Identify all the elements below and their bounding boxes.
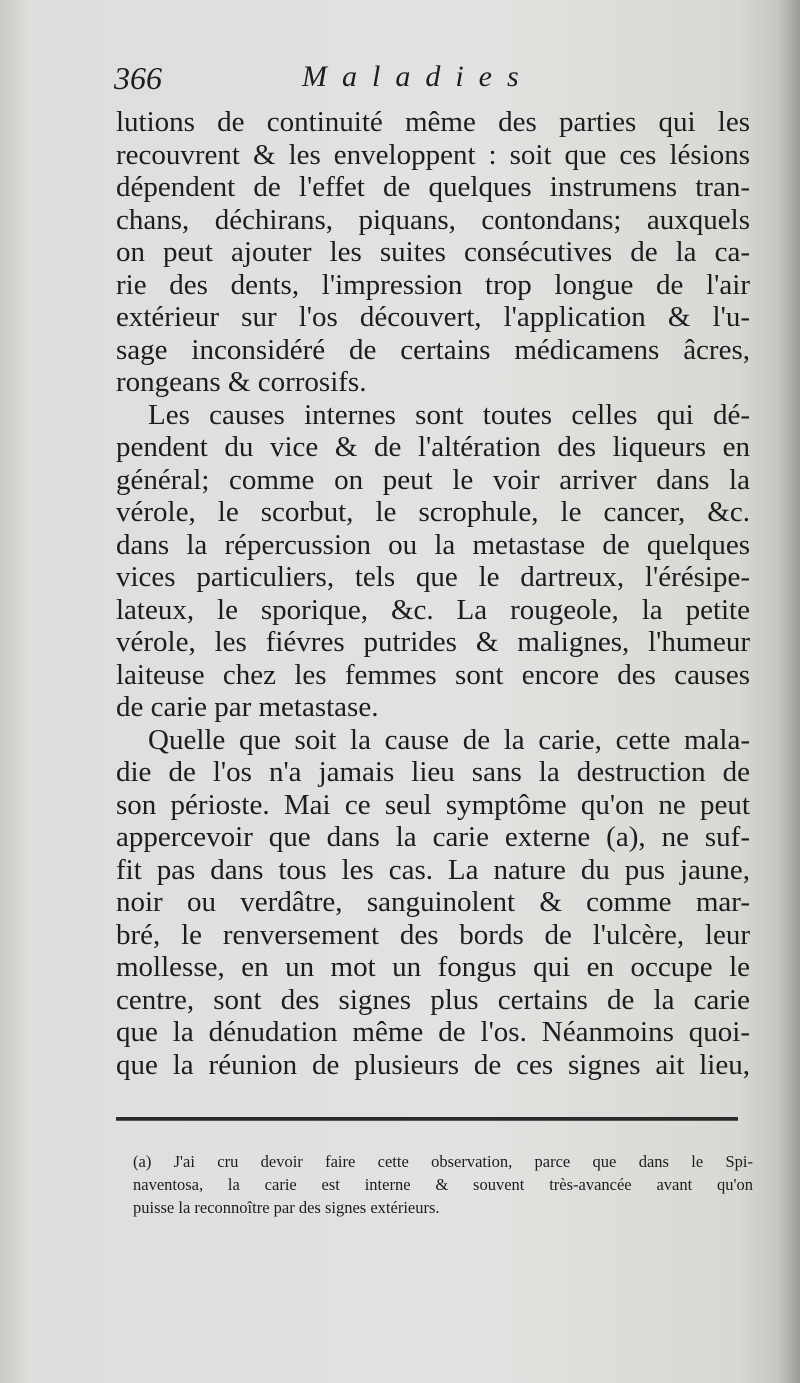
footnote-line: naventosa, la carie est interne & souvent très-avancée avant qu'on [133,1175,753,1194]
text-line: pendent du vice & de l'altération des liqueurs en [116,431,750,463]
body-text [116,106,750,1081]
text-line: vérole, le scorbut, le scrophule, le cancer, &c. [116,496,750,528]
paragraph-continuation [116,106,750,399]
text-line: lutions de continuité même des parties qui les [116,106,750,138]
text-line: son périoste. Mai ce seul symptôme qu'on ne peut [116,788,750,821]
text-line: chans, déchirans, piquans, contondans; auxquels [116,203,750,236]
text-line: dépendent de l'effet de quelques instrumens tran- [116,171,750,203]
text-line: vices particuliers, tels que le dartreux, l'érésipe- [116,561,750,593]
text-line: mollesse, en un mot un fongus qui en occupe le [116,951,750,983]
text-line: fit pas dans tous les cas. La nature du pus jaune, [116,853,750,886]
text-line: Quelle que soit la cause de la carie, cette mala- [148,723,750,756]
text-line: laiteuse chez les femmes sont encore des causes [116,658,750,691]
page-number: 366 [114,60,162,96]
text-line: général; comme on peut le voir arriver dans la [116,463,750,496]
footnote-line: (a) J'ai cru devoir faire cette observation, parce que dans le Spi- [133,1152,753,1171]
text-line: vérole, les fiévres putrides & malignes, l'humeur [116,626,750,658]
text-line: que la réunion de plusieurs de ces signes ait lieu, [116,1048,750,1081]
paragraph-signs [116,724,750,1082]
paragraph-internal-causes [116,399,750,724]
text-line: recouvrent & les enveloppent : soit que ces lésions [116,138,750,171]
text-line: lateux, le sporique, &c. La rougeole, la petite [116,593,750,626]
text-line: centre, sont des signes plus certains de la carie [116,983,750,1016]
page-edge-shadow [778,0,800,1383]
page-header [112,60,752,104]
text-line: que la dénudation même de l'os. Néanmoins quoi- [116,1016,750,1048]
footnote-line: puisse la reconnoître par des signes extérieurs. [133,1198,440,1217]
text-line: die de l'os n'a jamais lieu sans la destruction de [116,756,750,788]
text-line: dans la répercussion ou la metastase de quelques [116,528,750,561]
footnote-rule [116,1117,738,1121]
text-line: extérieur sur l'os découvert, l'application & l'u- [116,301,750,333]
text-line: Les causes internes sont toutes celles qui dé- [148,398,750,431]
text-line: bré, le renversement des bords de l'ulcère, leur [116,918,750,951]
text-line: appercevoir que dans la carie externe (a), ne suf- [116,821,750,853]
text-line: noir ou verdâtre, sanguinolent & comme mar- [116,886,750,918]
running-head: Maladies [302,60,534,93]
text-line: de carie par metastase. [116,691,379,723]
footnote [133,1150,753,1219]
text-line: rongeans & corrosifs. [116,366,367,398]
text-line: on peut ajouter les suites consécutives de la ca- [116,236,750,268]
text-line: sage inconsidéré de certains médicamens âcres, [116,333,750,366]
text-line: rie des dents, l'impression trop longue de l'air [116,268,750,301]
